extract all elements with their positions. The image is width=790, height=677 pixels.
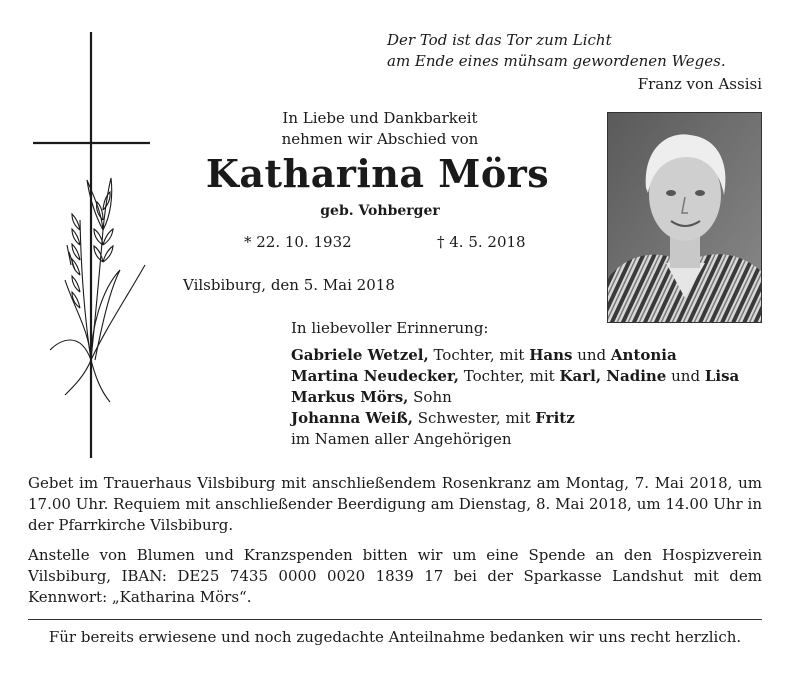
mourner-name: Gabriele Wetzel, [291,346,429,364]
quote-line-2: am Ende eines mühsam gewordenen Weges. [387,52,726,70]
thanks-note: Für bereits erwiesene und noch zugedachte Anteilnahme bedanken wir uns recht herzlich. [48,628,742,646]
mourner-name: Martina Neudecker, [291,367,459,385]
relative-name: Antonia [610,346,677,364]
birth-name: geb. Vohberger [320,203,440,219]
memory-row [291,408,739,429]
intro-line-2: nehmen wir Abschied von [281,130,479,148]
memory-row [291,387,739,408]
relative-name: Karl, Nadine [559,367,667,385]
relation-text: Sohn [408,388,452,406]
relation-text: Tochter, mit [459,367,560,385]
mourner-name: Johanna Weiß, [291,409,413,427]
intro-text [240,108,520,150]
relative-name: Fritz [535,409,575,427]
cross-with-wheat-icon [25,30,160,460]
portrait-photo [607,112,762,323]
memory-heading: In liebevoller Erinnerung: [291,319,489,337]
mourner-name: Markus Mörs, [291,388,409,406]
quote-line-1: Der Tod ist das Tor zum Licht [387,31,612,49]
relation-text: und [572,346,611,364]
relation-text: Schwester, mit [412,409,536,427]
relative-name: Hans [529,346,573,364]
relation-text: Tochter, mit [428,346,530,364]
epigraph-quote [387,30,762,95]
death-date: † 4. 5. 2018 [437,233,526,251]
donation-request: Anstelle von Blumen und Kranzspenden bitten wir um eine Spende an den Hospizverein Vilsbiburg, IBAN: DE25 7435 0000 0020 1839 17 bei der Sparkasse Landshut mit dem Kennwort: „Katharina Mörs“. [28,546,762,606]
deceased-name: Katharina Mörs [205,151,550,196]
relation-text: und [666,367,705,385]
memory-row [291,366,739,387]
memory-closing: im Namen aller Angehörigen [291,430,512,448]
divider [28,619,762,620]
intro-line-1: In Liebe und Dankbarkeit [282,109,478,127]
birth-date: * 22. 10. 1932 [244,233,352,251]
relative-name: Lisa [704,367,740,385]
memory-row [291,345,739,366]
portrait-image [608,113,762,323]
service-details: Gebet im Trauerhaus Vilsbiburg mit anschließendem Rosenkranz am Montag, 7. Mai 2018, um 17.00 Uhr. Requiem mit anschließender Beerdigung am Dienstag, 8. Mai 2018, um 14.00 Uhr in der Pfarrkirche Vilsbiburg. [28,474,762,534]
memory-list [291,318,739,450]
place-date: Vilsbiburg, den 5. Mai 2018 [183,276,395,294]
quote-author: Franz von Assisi [637,75,762,93]
